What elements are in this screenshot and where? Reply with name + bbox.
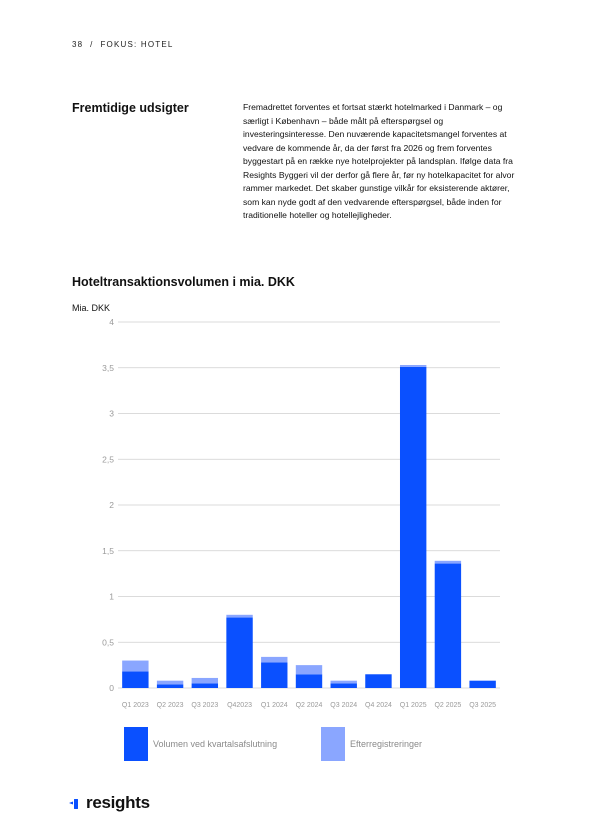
bar-volumen [261, 662, 287, 688]
bar-volumen [365, 674, 391, 688]
legend-item-volumen [124, 727, 277, 761]
bar-volumen [157, 684, 183, 688]
legend-label-efterregistreringer: Efterregistreringer [350, 739, 423, 749]
y-tick-label: 2,5 [102, 454, 114, 465]
bar-volumen [122, 672, 148, 688]
bar-efterregistreringer [435, 561, 461, 564]
y-tick-label: 1,5 [102, 545, 114, 556]
x-tick-label: Q2 2024 [295, 702, 323, 709]
header-separator: / [90, 40, 94, 49]
bar-efterregistreringer [226, 615, 252, 618]
x-tick-label: Q3 2025 [469, 702, 497, 709]
logo-text: resights [86, 793, 150, 812]
section-name: FOKUS: HOTEL [100, 40, 174, 49]
legend-swatch-volumen [124, 727, 148, 761]
resights-logo [68, 793, 150, 813]
x-tick-label: Q3 2024 [330, 702, 358, 709]
bar-volumen [296, 674, 322, 688]
x-tick-label: Q42023 [227, 702, 253, 709]
y-tick-label: 2 [109, 500, 114, 510]
bar-volumen [192, 683, 218, 688]
outlook-title: Fremtidige udsigter [72, 101, 189, 115]
bar-volumen [400, 367, 426, 688]
bar-efterregistreringer [122, 661, 148, 672]
legend-swatch-efterregistreringer [321, 727, 345, 761]
legend-item-efterregistreringer [321, 727, 422, 761]
page-number: 38 [72, 40, 84, 49]
x-tick-label: Q1 2023 [121, 702, 149, 709]
bar-efterregistreringer [296, 665, 322, 674]
legend-label-volumen: Volumen ved kvartalsafslutning [153, 739, 278, 749]
bar-efterregistreringer [400, 365, 426, 367]
bar-chart [72, 312, 512, 714]
bar-efterregistreringer [331, 681, 357, 684]
y-tick-label: 1 [109, 591, 114, 602]
x-tick-label: Q3 2023 [191, 702, 219, 709]
chart-title: Hoteltransaktionsvolumen i mia. DKK [72, 275, 295, 289]
resights-logo-mark-icon [68, 795, 84, 811]
y-axis-label: Mia. DKK [72, 303, 111, 313]
bar-volumen [469, 681, 495, 688]
bar-efterregistreringer [261, 657, 287, 662]
y-tick-label: 0 [109, 683, 114, 693]
x-tick-label: Q1 2025 [399, 702, 427, 709]
outlook-body: Fremadrettet forventes et fortsat stærkt hotelmarked i Danmark – og særligt i København – både målt på efterspørgsel og investeringsinteresse. Den nuværende kapacitetsmangel forventes at vedvare de kommende år, da der først fra 2026 og frem forventes byggestart på en række nye hotelprojekter på landsplan. Ifølge data fra Resights Byggeri vil der derfor gå flere år, før ny hotelkapacitet for alvor rammer markedet. Det skaber gunstige vilkår for eksisterende aktører, som kan nyde godt af den vedvarende efterspørgsel, både inden for traditionelle hoteller og hotellejligheder. [243, 102, 515, 220]
x-tick-label: Q2 2025 [434, 702, 462, 709]
y-tick-label: 0,5 [102, 637, 114, 648]
bar-volumen [226, 618, 252, 688]
bar-volumen [435, 564, 461, 688]
y-tick-label: 3 [109, 408, 114, 419]
y-tick-label: 3,5 [102, 362, 114, 373]
bar-volumen [331, 683, 357, 688]
bar-efterregistreringer [192, 678, 218, 683]
x-tick-label: Q1 2024 [260, 702, 288, 709]
x-tick-label: Q4 2024 [365, 702, 392, 709]
bar-efterregistreringer [157, 681, 183, 685]
x-tick-label: Q2 2023 [156, 702, 184, 709]
y-tick-label: 4 [109, 317, 114, 327]
page-header [72, 40, 174, 49]
